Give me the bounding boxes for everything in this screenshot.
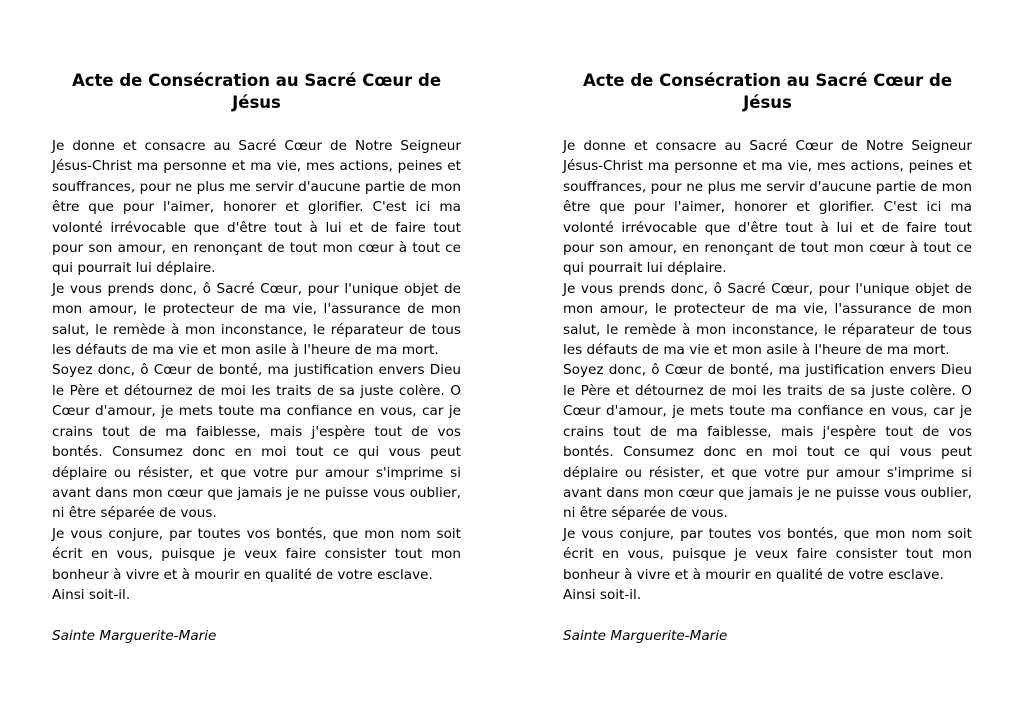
prayer-paragraph-object-of-love: Je vous prends donc, ô Sacré Cœur, pour l'unique objet de mon amour, le protecteur de ma vie, l'assurance de mon salut, le remède à mon inconstance, le réparateur de tous les défauts de ma vie et mon asile à l'heure de ma mort. [52,280,461,359]
prayer-signature: Sainte Marguerite-Marie [52,627,217,644]
prayer-paragraph-object-of-love: Je vous prends donc, ô Sacré Cœur, pour l'unique objet de mon amour, le protecteur de ma vie, l'assurance de mon salut, le remède à mon inconstance, le réparateur de tous les défauts de ma vie et mon asile à l'heure de ma mort. [563,280,972,359]
prayer-paragraph-conjure: Je vous conjure, par toutes vos bontés, que mon nom soit écrit en vous, puisque je veux faire consister tout mon bonheur à vivre et à mourir en qualité de votre esclave. [563,525,972,583]
prayer-paragraph-amen: Ainsi soit-il. [52,586,131,603]
prayer-signature: Sainte Marguerite-Marie [563,627,728,644]
left-prayer-page [52,70,461,646]
prayer-title: Acte de Consécration au Sacré Cœur de Jésus [582,71,953,112]
prayer-paragraph-conjure: Je vous conjure, par toutes vos bontés, que mon nom soit écrit en vous, puisque je veux faire consister tout mon bonheur à vivre et à mourir en qualité de votre esclave. [52,525,461,583]
prayer-paragraph-consecration: Je donne et consacre au Sacré Cœur de Notre Seigneur Jésus-Christ ma personne et ma vie, mes actions, peines et souffrances, pour ne plus me servir d'aucune partie de mon être que pour l'aimer, honorer et glorifier. C'est ici ma volonté irrévocable que d'être tout à lui et de faire tout pour son amour, en renonçant de tout mon cœur à tout ce qui pourrait lui déplaire. [563,138,972,277]
prayer-paragraph-amen: Ainsi soit-il. [563,586,642,603]
prayer-title: Acte de Consécration au Sacré Cœur de Jésus [71,71,442,112]
prayer-paragraph-consecration: Je donne et consacre au Sacré Cœur de Notre Seigneur Jésus-Christ ma personne et ma vie, mes actions, peines et souffrances, pour ne plus me servir d'aucune partie de mon être que pour l'aimer, honorer et glorifier. C'est ici ma volonté irrévocable que d'être tout à lui et de faire tout pour son amour, en renonçant de tout mon cœur à tout ce qui pourrait lui déplaire. [52,138,461,277]
prayer-paragraph-heart-of-goodness: Soyez donc, ô Cœur de bonté, ma justification envers Dieu le Père et détournez de moi les traits de sa juste colère. O Cœur d'amour, je mets toute ma confiance en vous, car je crains tout de ma faiblesse, mais j'espère tout de vos bontés. Consumez donc en moi tout ce qui vous peut déplaire ou résister, et que votre pur amour s'imprime si avant dans mon cœur que jamais je ne puisse vous oublier, ni être séparée de vous. [52,362,461,522]
prayer-paragraph-heart-of-goodness: Soyez donc, ô Cœur de bonté, ma justification envers Dieu le Père et détournez de moi les traits de sa juste colère. O Cœur d'amour, je mets toute ma confiance en vous, car je crains tout de ma faiblesse, mais j'espère tout de vos bontés. Consumez donc en moi tout ce qui vous peut déplaire ou résister, et que votre pur amour s'imprime si avant dans mon cœur que jamais je ne puisse vous oublier, ni être séparée de vous. [563,362,972,522]
right-prayer-page [563,70,972,646]
